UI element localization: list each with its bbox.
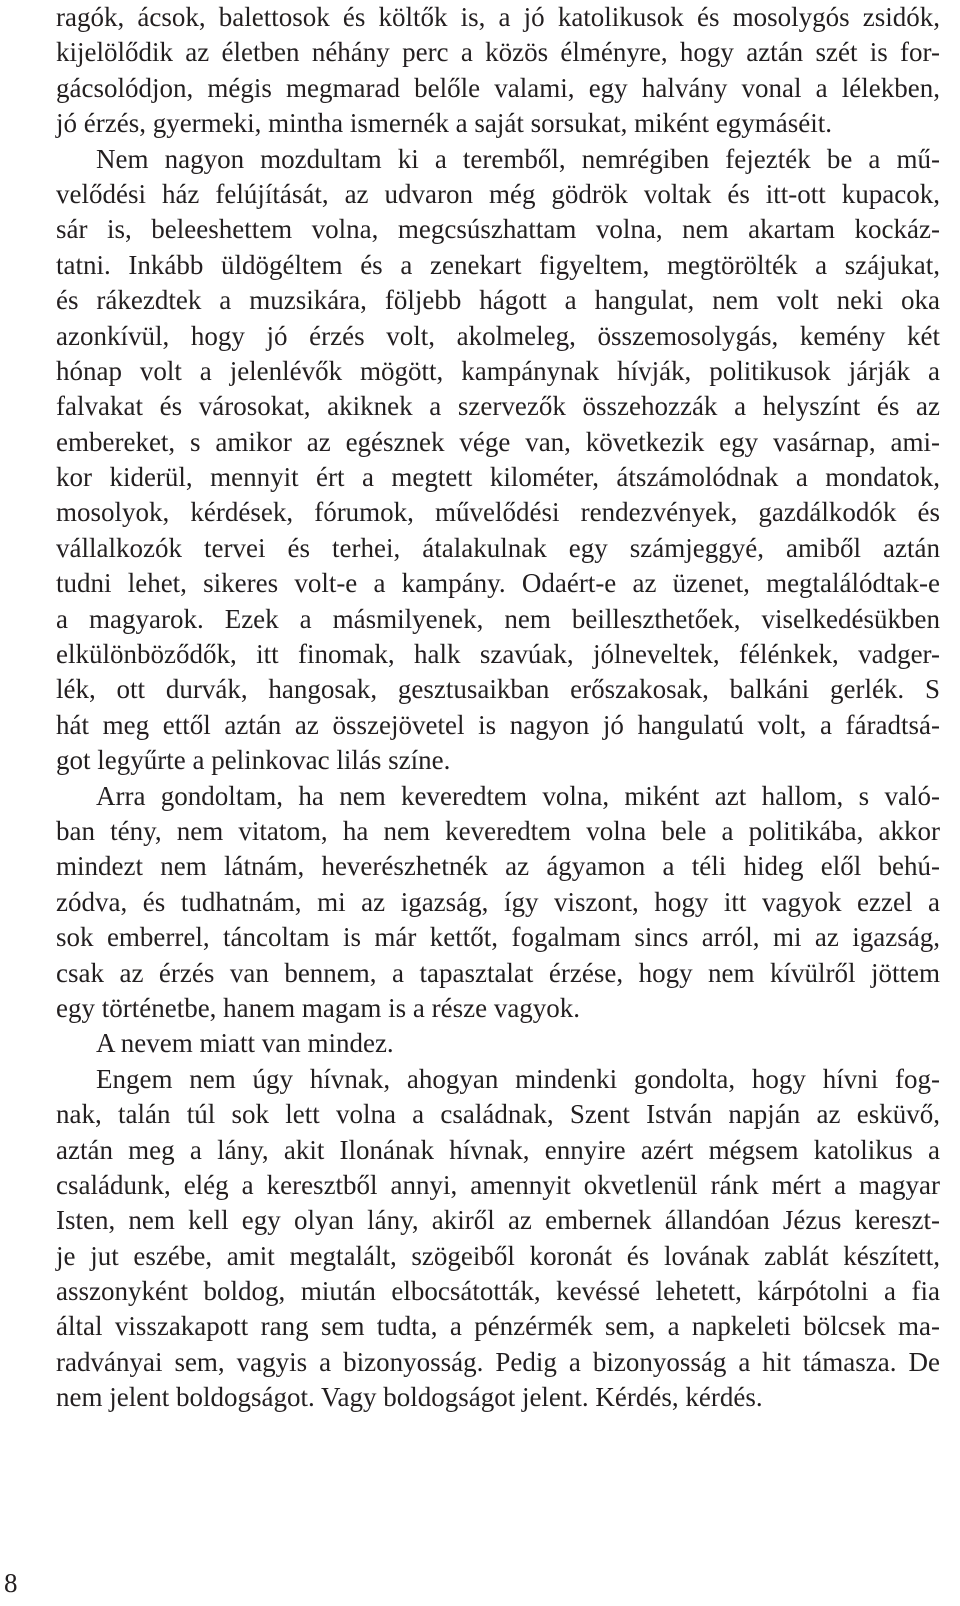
text-line: kijelölődik az életben néhány perc a közös élményre, hogy aztán szét is for- — [56, 37, 940, 68]
text-line: egy történetbe, hanem magam is a része vagyok. — [56, 992, 581, 1023]
text-line: vállalkozók tervei és terhei, átalakulnak egy számjeggyé, amiből aztán — [56, 532, 940, 563]
text-line: hát meg ettől aztán az összejövetel is nagyon jó hangulatú volt, a fáradtsá- — [56, 709, 940, 740]
text-line: és rákezdtek a muzsikára, följebb hágott a hangulat, nem volt neki oka — [56, 285, 940, 316]
text-line: tatni. Inkább üldögéltem és a zenekart figyeltem, megtörölték a szájukat, — [56, 249, 940, 280]
text-line: jó érzés, gyermeki, mintha ismernék a saját sorsukat, miként egymáséit. — [56, 108, 833, 139]
text-line: nak, talán túl sok lett volna a családnak, Szent István napján az esküvő, — [56, 1099, 940, 1130]
body-text — [56, 0, 940, 1416]
text-line: azonkívül, hogy jó érzés volt, akolmeleg, összemosolygás, kemény két — [56, 320, 940, 351]
text-line: nem jelent boldogságot. Vagy boldogságot jelent. Kérdés, kérdés. — [56, 1382, 763, 1413]
text-line: gácsolódjon, mégis megmarad belőle valami, egy halvány vonal a lélekben, — [56, 72, 940, 103]
text-line: családunk, elég a keresztből annyi, amennyit okvetlenül ránk mért a magyar — [56, 1169, 940, 1200]
text-line: ban tény, nem vitatom, ha nem keveredtem volna bele a politikába, akkor — [56, 815, 940, 846]
text-line: kor kiderül, mennyit ért a megtett kilométer, átszámolódnak a mondatok, — [56, 462, 940, 493]
text-line: lék, ott durvák, hangosak, gesztusaikban erőszakosak, balkáni gerlék. S — [56, 674, 940, 705]
text-line: radványai sem, vagyis a bizonyosság. Pedig a bizonyosság a hit támasza. De — [56, 1346, 940, 1377]
text-line: asszonyként boldog, miután elbocsátották, kevéssé lehetett, kárpótolni a fia — [56, 1276, 940, 1307]
text-line: embereket, s amikor az egésznek vége van, következik egy vasárnap, ami- — [56, 426, 940, 457]
text-line: velődési ház felújítását, az udvaron még gödrök voltak és itt-ott kupacok, — [56, 178, 940, 209]
text-line: A nevem miatt van mindez. — [96, 1028, 394, 1059]
text-line: sár is, beleeshettem volna, megcsúszhattam volna, nem akartam kockáz- — [56, 214, 940, 245]
text-line: által visszakapott rang sem tudta, a pénzérmék sem, a napkeleti bölcsek ma- — [56, 1311, 940, 1342]
text-line: Arra gondoltam, ha nem keveredtem volna, miként azt hallom, s való- — [96, 780, 940, 811]
text-line: sok emberrel, táncoltam is már kettőt, fogalmam sincs arról, mi az igazság, — [56, 922, 940, 953]
text-line: Isten, nem kell egy olyan lány, akiről az embernek állandóan Jézus kereszt- — [56, 1205, 940, 1236]
text-line: hónap volt a jelenlévők mögött, kampánynak hívják, politikusok járják a — [56, 355, 940, 386]
text-line: Engem nem úgy hívnak, ahogyan mindenki gondolta, hogy hívni fog- — [96, 1063, 940, 1094]
text-line: Nem nagyon mozdultam ki a teremből, nemrégiben fejezték be a mű- — [96, 143, 940, 174]
text-line: a magyarok. Ezek a másmilyenek, nem beilleszthetőek, viselkedésükben — [56, 603, 940, 634]
text-line: csak az érzés van bennem, a tapasztalat érzése, hogy nem kívülről jöttem — [56, 957, 940, 988]
text-line: got legyűrte a pelinkovac lilás színe. — [56, 745, 451, 776]
text-line: aztán meg a lány, akit Ilonának hívnak, ennyire azért mégsem katolikus a — [56, 1134, 940, 1165]
text-line: ragók, ácsok, balettosok és költők is, a jó katolikusok és mosolygós zsidók, — [56, 2, 940, 32]
text-line: zódva, és tudhatnám, mi az igazság, így viszont, hogy itt vagyok ezzel a — [56, 886, 940, 917]
text-line: je jut eszébe, amit megtalált, szögeiből koronát és lovának zablát készített, — [56, 1240, 940, 1271]
text-line: mosolyok, kérdések, fórumok, művelődési rendezvények, gazdálkodók és — [56, 497, 940, 528]
page-number: 8 — [4, 1568, 18, 1598]
text-line: falvakat és városokat, akiknek a szervezők összehozzák a helyszínt és az — [56, 391, 940, 422]
text-line: tudni lehet, sikeres volt-e a kampány. Odaért-e az üzenet, megtalálódtak-e — [56, 568, 940, 599]
text-line: elkülönböződők, itt finomak, halk szavúak, jólneveltek, félénkek, vadger- — [56, 639, 940, 670]
text-line: mindezt nem látnám, heverészhetnék az ágyamon a téli hideg elől behú- — [56, 851, 940, 882]
